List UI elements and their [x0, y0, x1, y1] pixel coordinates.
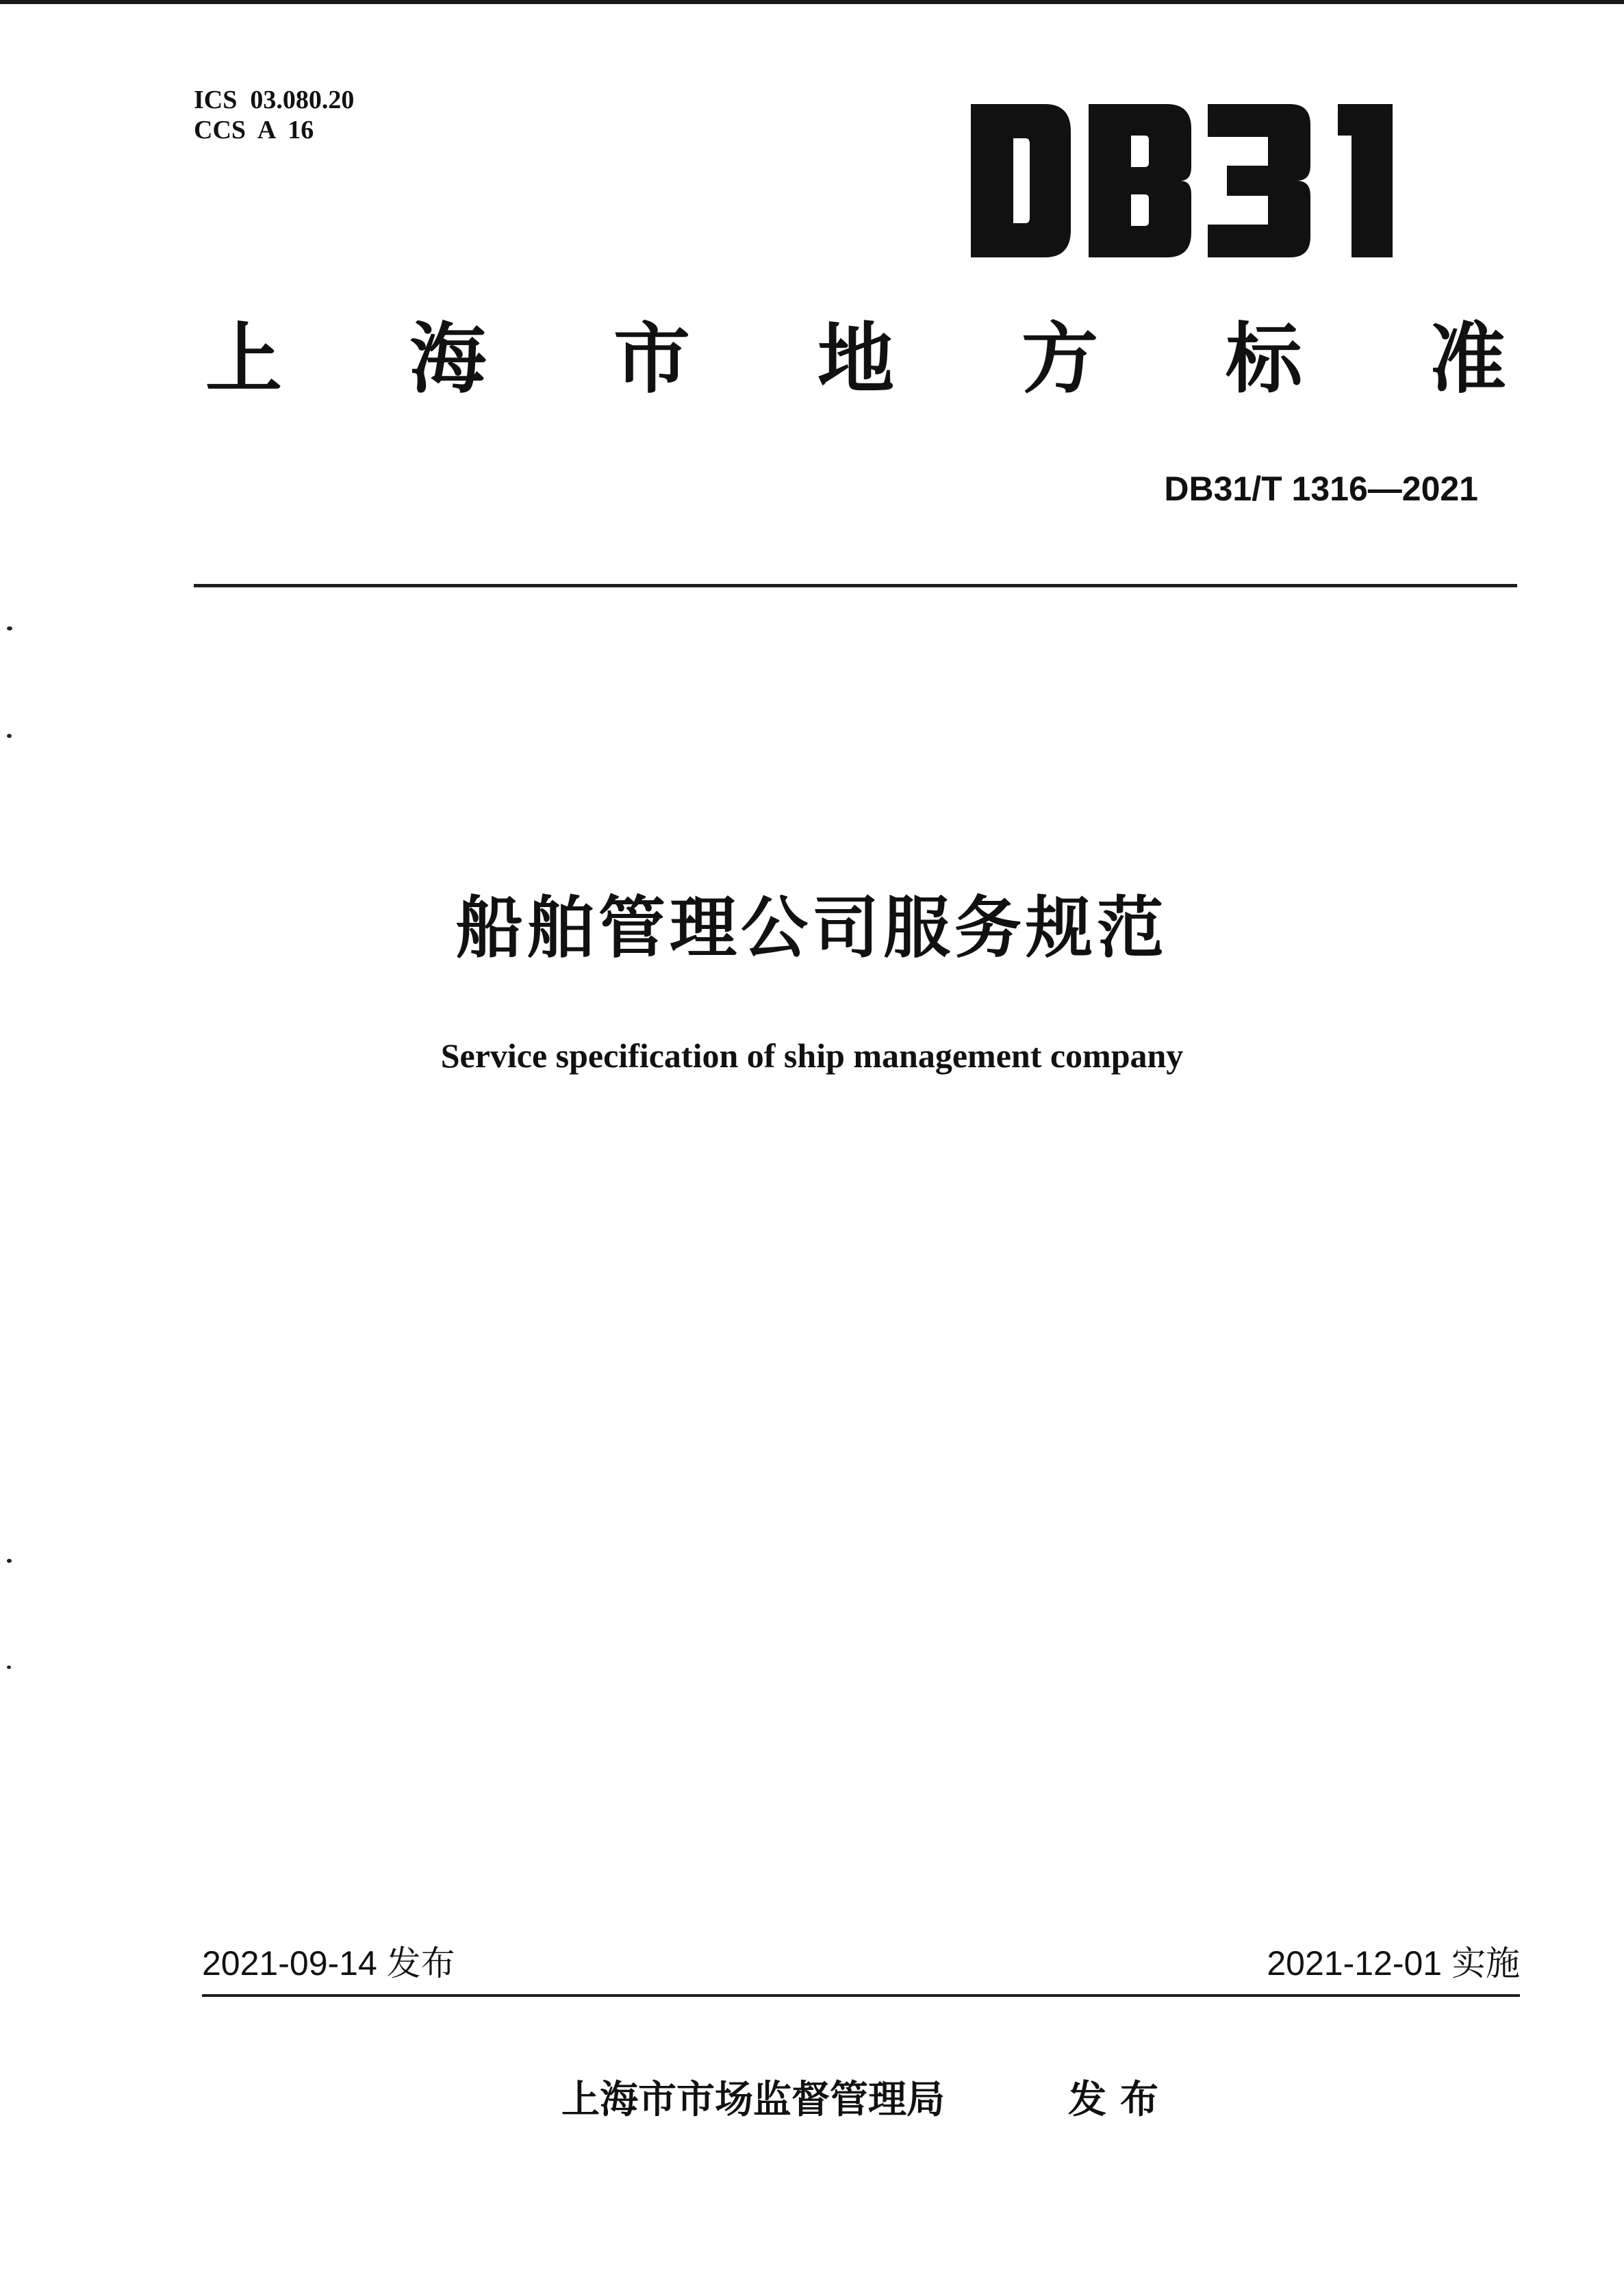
- issuer-action: 发布: [1068, 2078, 1172, 2122]
- ics-code: ICS 03.080.20: [194, 86, 355, 114]
- scan-speck: [7, 1666, 11, 1669]
- classification-codes: [194, 85, 354, 145]
- header-divider: [194, 584, 1517, 587]
- ccs-code: CCS A 16: [194, 116, 314, 144]
- series-title-char: 地: [817, 315, 894, 404]
- standard-number: DB31/T 1316—2021: [1164, 470, 1478, 508]
- scan-speck: [7, 734, 12, 738]
- scan-top-edge: [0, 0, 1624, 4]
- publish-date: 2021-09-14 发布: [202, 1944, 455, 1983]
- scan-speck: [7, 626, 12, 630]
- series-title: [205, 315, 1506, 404]
- series-title-char: 准: [1430, 315, 1506, 404]
- series-title-char: 方: [1022, 315, 1098, 404]
- document-title-english: Service specification of ship management company: [440, 1036, 1184, 1075]
- db31-logo: [968, 99, 1420, 263]
- series-title-char: 市: [613, 315, 690, 404]
- logo-letter-d: [971, 104, 1071, 257]
- logo-digit-3: [1208, 104, 1310, 257]
- series-title-char: 海: [409, 315, 486, 404]
- document-title-chinese: 船舶管理公司服务规范: [455, 889, 1168, 967]
- issuing-authority: 上海市市场监督管理局: [561, 2078, 945, 2122]
- effective-date: 2021-12-01 实施: [1267, 1944, 1520, 1983]
- series-title-char: 上: [205, 315, 282, 404]
- series-title-char: 标: [1226, 315, 1302, 404]
- footer-divider: [202, 1994, 1520, 1997]
- scan-speck: [7, 1559, 12, 1563]
- db31-logo-graphic: [968, 99, 1420, 263]
- logo-letter-b: [1089, 104, 1191, 257]
- logo-digit-1: [1338, 104, 1393, 257]
